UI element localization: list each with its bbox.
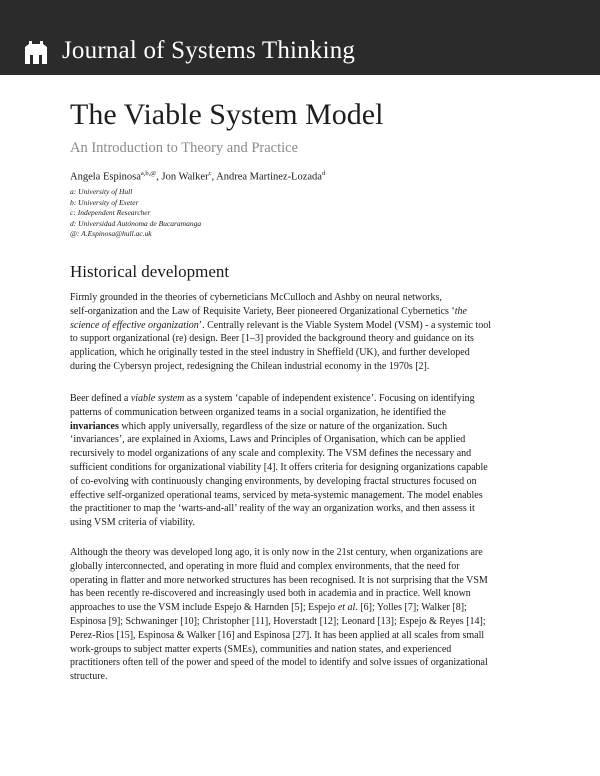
text-line: Beer defined a viable system as a system ‘capable of independent existence’. Focusing on identifying <box>70 393 475 404</box>
text-line: approaches to use the VSM include Espejo & Harnden [5]; Espejo et al. [6]; Yolles [7]; Walker [8]; <box>70 602 467 614</box>
text-line: patterns of communication between organized teams in a social organization, he identified the <box>70 406 446 418</box>
text-line: Espinosa [9]; Schwaninger [10]; Christopher [11], Hoverstadt [12]; Leonard [13]; Espejo & Reyes [14]; <box>70 615 486 627</box>
text-line: sufficient conditions for organizational viability [4]. It offers criteria for designing organizations capable <box>70 461 488 473</box>
author-affiliation-marker: a,b,@ <box>140 170 157 177</box>
text-line: globally interconnected, and operating in more fluid and complex environments, that the need for <box>70 560 460 572</box>
text-line: operating in flatter and more networked structures has been recognised. It is not surprising that the VSM <box>70 574 488 586</box>
contact-email[interactable]: @: A.Espinosa@hull.ac.uk <box>70 229 152 239</box>
article-title: The Viable System Model <box>70 98 384 131</box>
text-line: during the Cybersyn project, redesigning the Chilean industrial economy in the 1970s [2]. <box>70 360 430 372</box>
text-line: of co-evolving with continuously changing environments, by developing fractal structures focused on <box>70 475 477 487</box>
text-line: using VSM criteria of viability. <box>70 517 195 529</box>
text-line: structure. <box>70 671 108 683</box>
article-subtitle: An Introduction to Theory and Practice <box>70 140 299 156</box>
mountain-logo-icon <box>23 38 49 66</box>
affiliation-list <box>70 187 201 240</box>
section-heading: Historical development <box>70 262 230 281</box>
text-line: work-groups to subject matter experts (SMEs), communities and nation states, and experienced <box>70 643 452 655</box>
text-line: has been recently re-discovered and increasingly used both in academia and in practice. Well known <box>70 588 471 600</box>
author-name: Angela Espinosa <box>70 171 141 183</box>
paragraph-2 <box>70 392 532 530</box>
text-line: recursively to model organizations of any scale and complexity. The VSM defines the necessary and <box>70 448 472 460</box>
text-line: application, which he originally tested in the steel industry in Sheffield (UK), and further developed <box>70 347 470 359</box>
text-line: to support organizational (re) design. Beer [1–3] provided the background theory and guidance on its <box>70 333 474 345</box>
text-line: practitioners often tell of the power and speed of the model to identify and solve issues of organizational <box>70 657 488 669</box>
journal-name[interactable]: Journal of Systems Thinking <box>62 37 356 64</box>
text-line: Perez-Rios [15], Espinosa & Walker [16] and Espinosa [27]. It has been applied at all scales from small <box>70 629 485 641</box>
affiliation: c: Independent Researcher <box>70 208 151 218</box>
journal-header-bar <box>0 0 600 75</box>
text-line: Although the theory was developed long ago, it is only now in the 21st century, when organizations are <box>70 547 483 558</box>
affiliation: a: University of Hull <box>70 187 133 196</box>
text-line: self-organization and the Law of Requisite Variety, Beer pioneered Organizational Cybernetics ‘the <box>70 305 467 317</box>
text-line: Firmly grounded in the theories of cyberneticians McCulloch and Ashby on neural networks, <box>70 292 442 303</box>
paragraph-1 <box>70 291 532 374</box>
author-affiliation-marker: c <box>208 170 212 177</box>
paragraph-3 <box>70 546 532 684</box>
text-line: effective self-organized operational teams, serviced by meta-systemic management. The model enables <box>70 489 483 501</box>
affiliation: b: University of Exeter <box>70 197 139 207</box>
text-line: science of effective organization’. Centrally relevant is the Viable System Model (VSM) - a systemic tool <box>70 319 491 331</box>
author-name: Jon Walker <box>161 171 209 183</box>
author-affiliation-marker: d <box>321 170 326 177</box>
author-name: Andrea Martinez-Lozada <box>216 171 322 183</box>
text-line: invariances which apply universally, regardless of the size or nature of the organization. Such <box>70 420 448 432</box>
text-line: the practitioner to map the ‘warts-and-all’ reality of the way an organization works, and then assess it <box>70 503 475 515</box>
affiliation: d: Universidad Autónoma de Bucaramanga <box>70 218 202 228</box>
text-line: ‘invariances’, are explained in Axioms, Laws and Principles of Organisation, which can be applied <box>70 434 466 446</box>
author-list: Angela Espinosa$^{a,b,@}$, Jon Walker$^c$, Andrea Martinez-Lozada$^d$ <box>70 170 326 183</box>
